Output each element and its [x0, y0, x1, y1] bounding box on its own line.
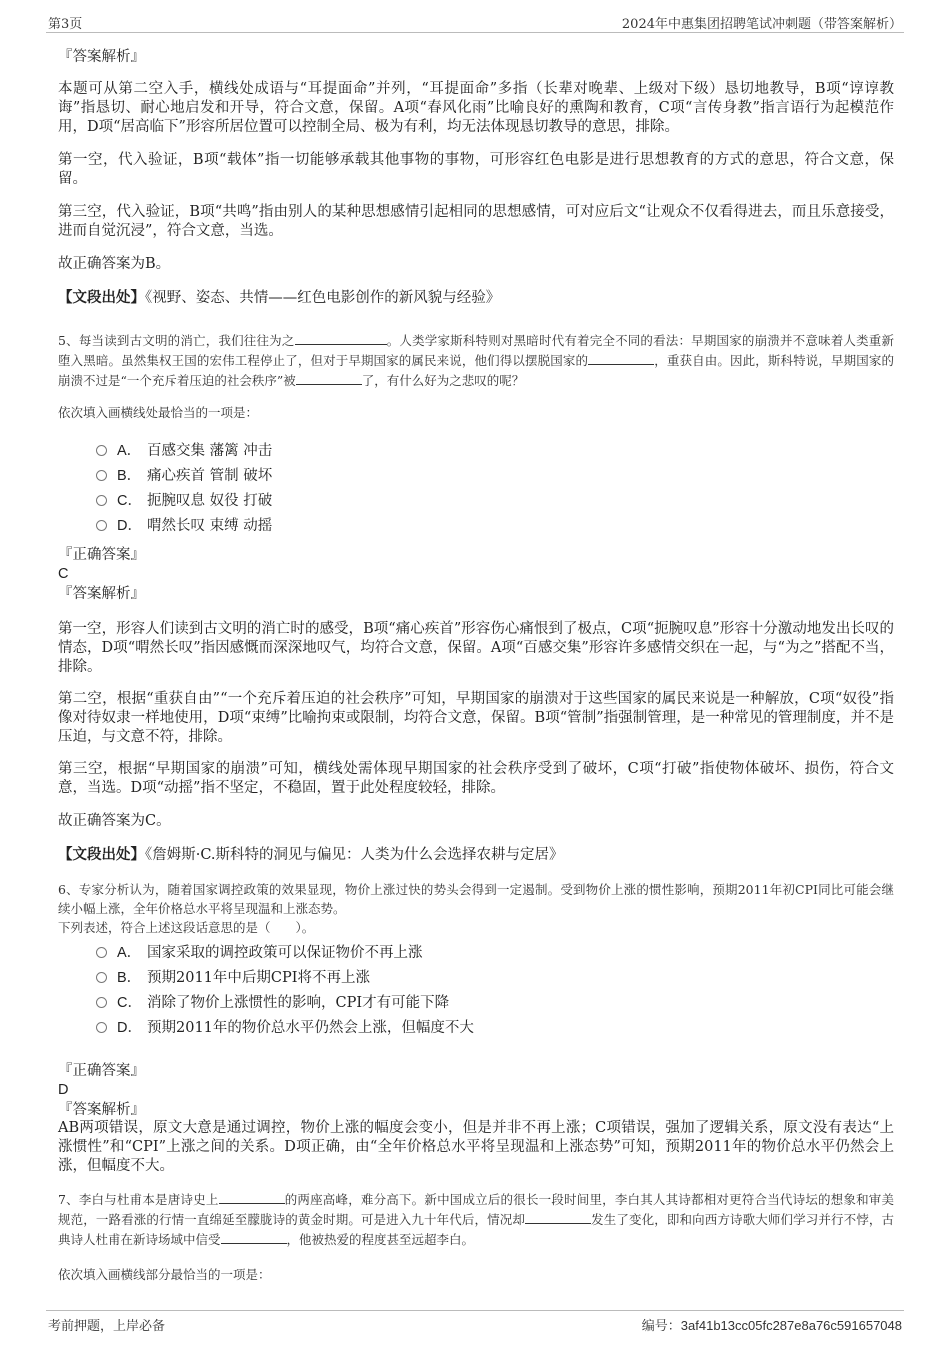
option-letter: C． [117, 995, 142, 1011]
option-letter: C． [117, 493, 142, 509]
option-text: 痛心疾首 管制 破坏 [147, 468, 273, 484]
q7-blank-1 [219, 1191, 285, 1204]
q7-stem-part-b: 的两座高峰，难分高下。新中国成立后的很长一段时间里，李白其人其诗都相对更符合当代诗坛的想象和审美规范，一路看涨的行情一直绵延至朦胧诗的黄金时期。可是进入九十年代后，情况却 [58, 1192, 894, 1227]
q4-conclusion: 故正确答案为B。 [58, 256, 171, 272]
radio-icon[interactable] [96, 1022, 107, 1033]
q6-answer: D [58, 1082, 69, 1098]
q4-analysis-para3: 第三空，代入验证，B项“共鸣”指由别人的某种思想感情引起相同的思想感情，可对应后文“让观众不仅看得进去，而且乐意接受，进而自觉沉浸”，符合文意，当选。 [58, 204, 894, 239]
q5-option-d[interactable] [96, 517, 272, 536]
q6-option-c[interactable] [96, 994, 449, 1013]
option-text: 预期2011年中后期CPI将不再上涨 [147, 970, 370, 986]
q7-blank-3 [221, 1231, 287, 1244]
q4-analysis-para1: 本题可从第二空入手，横线处成语与“耳提面命”并列，“耳提面命”多指（长辈对晚辈、上级对下级）恳切地教导，B项“谆谆教诲”指恳切、耐心地启发和开导，符合文意，保留。A项“春风化雨”比喻良好的熏陶和教育，C项“言传身教”指言语行为起模范作用，D项“居高临下”形容所居位置可以控制全局、极为有利，均无法体现恳切教导的意思，排除。 [58, 81, 894, 135]
page-footer [46, 1310, 904, 1335]
q4-source [58, 288, 894, 308]
option-letter: D． [117, 518, 142, 534]
q5-analysis-label: 『答案解析』 [58, 586, 145, 602]
q4-analysis-label: 『答案解析』 [58, 49, 145, 65]
q5-stem-part-a: 5、每当读到古文明的消亡，我们往往为之 [58, 333, 295, 348]
q7-stem-part-c: 发生了变化，即和向西方诗歌大师们学习并行不悖，古典诗人杜甫在新诗场域中信受 [58, 1212, 894, 1247]
q6-prompt: 下列表述，符合上述这段话意思的是（ ）。 [58, 920, 315, 935]
q5-analysis-para3: 第三空，根据“早期国家的崩溃”可知，横线处需体现早期国家的社会秩序受到了破坏，C项“打破”指使物体破坏、损伤，符合文意，当选。D项“动摇”指不坚定，不稳固，置于此处程度较轻，排除。 [58, 761, 894, 796]
q5-prompt: 依次填入画横线处最恰当的一项是： [58, 405, 259, 420]
q7-stem-part-a: 7、李白与杜甫本是唐诗史上 [58, 1192, 219, 1207]
option-text: 百感交集 藩篱 冲击 [147, 443, 273, 459]
option-letter: B． [117, 468, 142, 484]
document-title: 2024年中惠集团招聘笔试冲刺题（带答案解析） [621, 17, 902, 32]
q6-answer-label: 『正确答案』 [58, 1063, 145, 1079]
q6-analysis: AB两项错误，原文大意是通过调控，物价上涨的幅度会变小，但是并非不再上涨；C项错误，强加了逻辑关系，原文没有表达“上涨惯性”和“CPI”上涨之间的关系。D项正确，由“全年价格总水平将呈现温和上涨态势”可知，预期2011年的物价总水平仍然会上涨，但幅度不大。 [58, 1120, 894, 1174]
option-text: 消除了物价上涨惯性的影响，CPI才有可能下降 [147, 995, 450, 1011]
q4-analysis-para2: 第一空，代入验证，B项“载体”指一切能够承载其他事物的事物，可形容红色电影是进行思想教育的方式的意思，符合文意，保留。 [58, 152, 894, 187]
q5-option-b[interactable] [96, 467, 272, 486]
q7-stem [58, 1190, 894, 1250]
page-header [46, 10, 904, 33]
q7-blank-2 [525, 1211, 591, 1224]
q5-source [58, 845, 894, 865]
q5-stem-part-b: 。人类学家斯科特则对黑暗时代有着完全不同的看法：早期国家的崩溃并不意味着人类重新堕入黑暗。虽然集权王国的宏伟工程停止了，但对于早期国家的属民来说，他们得以摆脱国家的 [58, 333, 894, 368]
option-text: 预期2011年的物价总水平仍然会上涨，但幅度不大 [147, 1020, 474, 1036]
page-number: 第3页 [48, 17, 83, 32]
footer-slogan: 考前押题，上岸必备 [48, 1319, 166, 1334]
option-letter: A． [117, 945, 142, 961]
q6-option-b[interactable] [96, 969, 370, 988]
q4-source-label: 【文段出处】 [58, 289, 145, 306]
q5-source-title: 《詹姆斯·C.斯科特的洞见与偏见：人类为什么会选择农耕与定居》 [145, 847, 564, 863]
q4-source-title: 《视野、姿态、共情——红色电影创作的新风貌与经验》 [145, 290, 501, 306]
q5-stem [58, 331, 894, 391]
q5-blank-1 [295, 332, 387, 345]
q5-answer-label: 『正确答案』 [58, 547, 145, 563]
radio-icon[interactable] [96, 520, 107, 531]
q6-analysis-label: 『答案解析』 [58, 1102, 145, 1118]
q5-conclusion: 故正确答案为C。 [58, 813, 171, 829]
q5-blank-3 [296, 372, 362, 385]
q5-analysis-para2: 第二空，根据“重获自由”“一个充斥着压迫的社会秩序”可知，早期国家的崩溃对于这些国家的属民来说是一种解放，C项“奴役”指像对待奴隶一样地使用，D项“束缚”比喻拘束或限制，均符合文意，保留。B项“管制”指强制管理，是一种常见的管理制度，并不是压迫，与文意不符，排除。 [58, 691, 894, 745]
q5-answer: C [58, 566, 69, 582]
option-text: 扼腕叹息 奴役 打破 [147, 493, 273, 509]
q6-stem: 6、专家分析认为，随着国家调控政策的效果显现，物价上涨过快的势头会得到一定遏制。受到物价上涨的惯性影响，预期2011年初CPI同比可能会继续小幅上涨，全年价格总水平将呈现温和上涨态势。 [58, 882, 894, 916]
option-letter: A． [117, 443, 142, 459]
q6-option-a[interactable] [96, 944, 423, 963]
q5-option-c[interactable] [96, 492, 272, 511]
q5-stem-part-d: 了，有什么好为之悲叹的呢？ [361, 373, 525, 388]
radio-icon[interactable] [96, 445, 107, 456]
option-text: 国家采取的调控政策可以保证物价不再上涨 [147, 945, 423, 961]
q5-analysis-para1: 第一空，形容人们读到古文明的消亡时的感受，B项“痛心疾首”形容伤心痛恨到了极点，C项“扼腕叹息”形容十分激动地发出长叹的情态，D项“喟然长叹”指因感慨而深深地叹气，均符合文意，保留。A项“百感交集”形容许多感情交织在一起，与“为之”搭配不当，排除。 [58, 621, 894, 675]
q5-option-a[interactable] [96, 442, 272, 461]
radio-icon[interactable] [96, 972, 107, 983]
radio-icon[interactable] [96, 495, 107, 506]
radio-icon[interactable] [96, 997, 107, 1008]
option-text: 喟然长叹 束缚 动摇 [147, 518, 273, 534]
option-letter: D． [117, 1020, 142, 1036]
q6-option-d[interactable] [96, 1019, 474, 1038]
q7-stem-part-d: ，他被热爱的程度甚至远超李白。 [286, 1232, 475, 1247]
radio-icon[interactable] [96, 947, 107, 958]
q5-blank-2 [588, 352, 654, 365]
q5-source-label: 【文段出处】 [58, 846, 145, 863]
q5-stem-part-c: ，重获自由。因此，斯科特说，早期国家的崩溃不过是“一个充斥着压迫的社会秩序”被 [58, 353, 894, 388]
option-letter: B． [117, 970, 142, 986]
radio-icon[interactable] [96, 470, 107, 481]
q7-prompt: 依次填入画横线部分最恰当的一项是： [58, 1267, 271, 1282]
document-code: 编号：3af41b13cc05fc287e8a76c591657048 [641, 1318, 902, 1333]
